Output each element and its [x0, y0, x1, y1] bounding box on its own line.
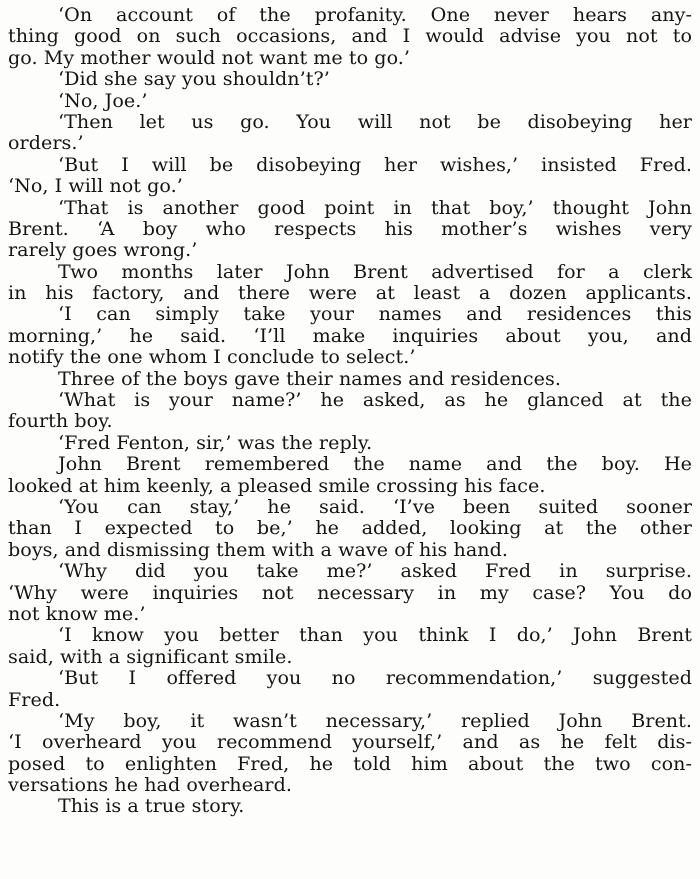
text-line: rarely goes wrong.’ [8, 238, 198, 262]
text-line: orders.’ [8, 131, 84, 155]
text-line: ‘Then let us go. You will not be disobeying her [58, 109, 692, 133]
text-line: ‘That is another good point in that boy,’ thought John [58, 195, 692, 219]
text-line: boys, and dismissing them with a wave of his hand. [8, 537, 508, 561]
text-line: ‘On account of the profanity. One never hears any- [58, 3, 692, 26]
text-line: versations he had overheard. [8, 773, 292, 797]
text-line: ‘But I will be disobeying her wishes,’ insisted Fred. [58, 152, 692, 176]
text-line: than I expected to be,’ he added, looking at the other [8, 516, 692, 540]
text-line: ‘Did she say you shouldn’t?’ [58, 67, 330, 91]
text-line: Three of the boys gave their names and residences. [58, 366, 561, 390]
text-line: posed to enlighten Fred, he told him about the two con- [8, 751, 692, 775]
text-line: Brent. ‘A boy who respects his mother’s wishes very [8, 216, 692, 240]
text-line: Fred. [8, 687, 61, 711]
text-line: go. My mother would not want me to go.’ [8, 45, 411, 69]
text-line: ‘You can stay,’ he said. ‘I’ve been suited sooner [58, 494, 692, 518]
text-line: ‘Why did you take me?’ asked Fred in surprise. [58, 559, 692, 583]
text-line: ‘But I offered you no recommendation,’ suggested [58, 666, 692, 690]
text-line: fourth boy. [8, 409, 113, 433]
text-line: John Brent remembered the name and the boy. He [58, 452, 692, 476]
text-line: morning,’ he said. ‘I’ll make inquiries about you, and [8, 323, 692, 347]
text-line: not know me.’ [8, 601, 146, 625]
text-line: ‘I know you better than you think I do,’ John Brent [58, 623, 692, 647]
text-line: looked at him keenly, a pleased smile crossing his face. [8, 473, 546, 497]
text-line: ‘I overheard you recommend yourself,’ and as he felt dis- [8, 730, 692, 754]
text-line: notify the one whom I conclude to select.’ [8, 345, 416, 369]
text-line: ‘Fred Fenton, sir,’ was the reply. [58, 430, 373, 454]
text-line: Two months later John Brent advertised for a clerk [58, 259, 692, 283]
text-line: ‘No, Joe.’ [58, 88, 148, 112]
text-line: ‘I can simply take your names and residences this [58, 302, 692, 326]
text-line: ‘No, I will not go.’ [8, 174, 183, 198]
text-line: said, with a significant smile. [8, 644, 293, 668]
text-line: ‘My boy, it wasn’t necessary,’ replied John Brent. [58, 708, 692, 732]
text-line: ‘What is your name?’ he asked, as he glanced at the [58, 388, 692, 412]
text-line: thing good on such occasions, and I would advise you not to [8, 24, 692, 48]
text-line: ‘Why were inquiries not necessary in my case? You do [8, 580, 692, 604]
story-text-block [8, 4, 692, 817]
text-line: in his factory, and there were at least a dozen applicants. [8, 281, 692, 305]
text-line: This is a true story. [58, 794, 245, 818]
